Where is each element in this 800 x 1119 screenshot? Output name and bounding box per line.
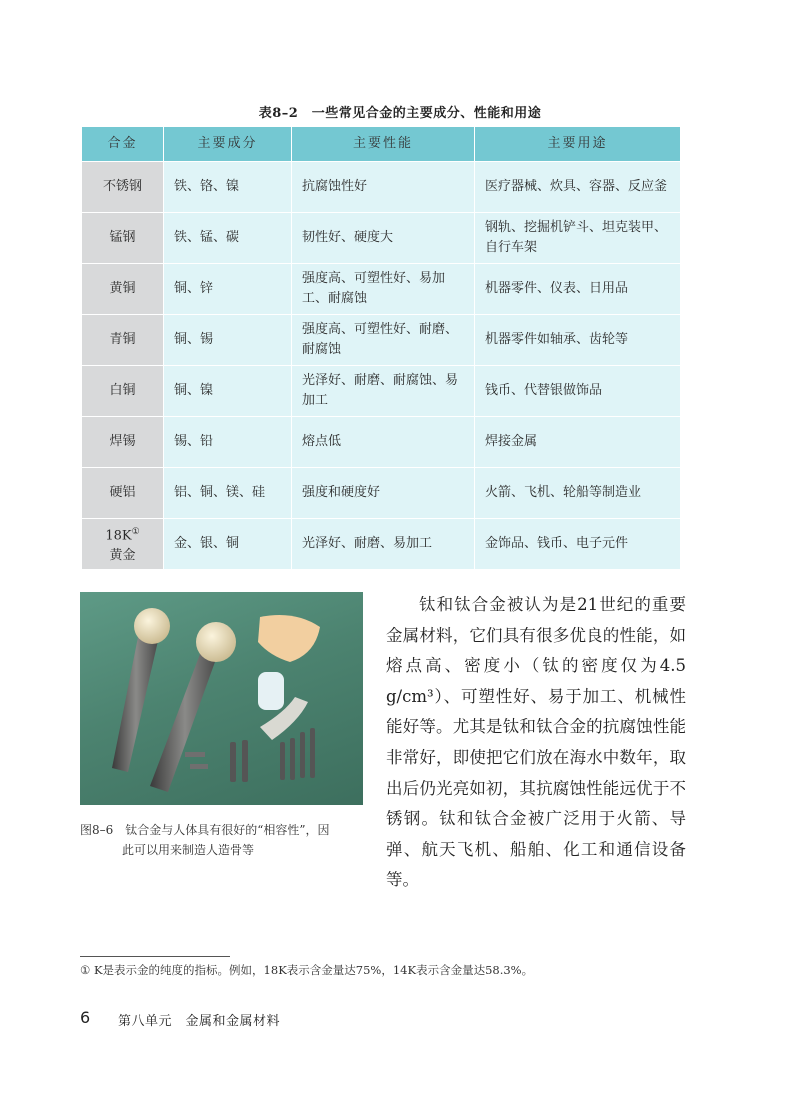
footnote-divider [80,956,230,957]
figure-caption [80,820,370,860]
alloy-use: 金饰品、钱币、电子元件 [475,519,681,570]
table-row [82,417,681,468]
alloy-name: 硬铝 [82,468,164,519]
alloy-property: 熔点低 [292,417,475,468]
table-header-row [82,127,681,162]
table-row [82,468,681,519]
table-row [82,162,681,213]
table-row [82,366,681,417]
alloy-name: 青铜 [82,315,164,366]
header-composition: 主要成分 [164,127,292,162]
alloy-composition: 铜、镍 [164,366,292,417]
alloy-property: 强度高、可塑性好、耐磨、耐腐蚀 [292,315,475,366]
alloy-name [82,519,164,570]
alloy-composition: 铁、铬、镍 [164,162,292,213]
alloy-use: 焊接金属 [475,417,681,468]
table-title: 表8–2 一些常见合金的主要成分、性能和用途 [258,106,542,121]
body-text [386,590,686,896]
header-property: 主要性能 [292,127,475,162]
body-paragraph: 钛和钛合金被认为是21世纪的重要金属材料，它们具有很多优良的性能，如熔点高、密度小（钛的密度仅为4.5 g/cm³）、可塑性好、易于加工、机械性能好等。尤其是钛和钛合金的抗腐蚀性能非常好，即使把它们放在海水中数年，取出后仍光亮如初，其抗腐蚀性能远优于不锈钢。钛和钛合金被广泛用于火箭、导弹、航天飞机、船舶、化工和通信设备等。 [386,595,686,890]
alloy-table [81,126,681,570]
table-row [82,264,681,315]
table-row [82,213,681,264]
alloy-name: 不锈钢 [82,162,164,213]
alloy-property: 光泽好、耐磨、耐腐蚀、易加工 [292,366,475,417]
alloy-name: 锰钢 [82,213,164,264]
table-row [82,315,681,366]
alloy-property: 抗腐蚀性好 [292,162,475,213]
alloy-name: 白铜 [82,366,164,417]
running-title: 第八单元 金属和金属材料 [118,1014,281,1029]
alloy-use: 火箭、飞机、轮船等制造业 [475,468,681,519]
alloy-composition: 铝、铜、镁、硅 [164,468,292,519]
table-row [82,519,681,570]
footnote-marker: ① [131,526,140,537]
figure-caption-line2: 此可以用来制造人造骨等 [122,843,255,857]
alloy-use: 钢轨、挖掘机铲斗、坦克装甲、自行车架 [475,213,681,264]
alloy-composition: 金、银、铜 [164,519,292,570]
alloy-name: 焊锡 [82,417,164,468]
alloy-name: 黄铜 [82,264,164,315]
alloy-composition: 铁、锰、碳 [164,213,292,264]
alloy-property: 强度高、可塑性好、易加工、耐腐蚀 [292,264,475,315]
footnote: ① K是表示金的纯度的指标。例如，18K表示含金量达75%，14K表示含金量达58.3%。 [80,963,534,977]
implants-illustration [80,592,363,805]
alloy-composition: 锡、铅 [164,417,292,468]
alloy-property: 韧性好、硬度大 [292,213,475,264]
header-use: 主要用途 [475,127,681,162]
header-alloy: 合金 [82,127,164,162]
alloy-property: 光泽好、耐磨、易加工 [292,519,475,570]
titanium-implants-photo [80,592,363,805]
alloy-use: 机器零件如轴承、齿轮等 [475,315,681,366]
alloy-composition: 铜、锡 [164,315,292,366]
alloy-property: 强度和硬度好 [292,468,475,519]
alloy-name-line1: 18K [105,528,132,544]
page-number: 6 [80,1008,91,1027]
alloy-use: 钱币、代替银做饰品 [475,366,681,417]
alloy-name-line2: 黄金 [109,548,136,564]
alloy-use: 机器零件、仪表、日用品 [475,264,681,315]
figure-caption-line1: 图8–6 钛合金与人体具有很好的“相容性”，因 [80,823,330,837]
alloy-use: 医疗器械、炊具、容器、反应釜 [475,162,681,213]
alloy-composition: 铜、锌 [164,264,292,315]
